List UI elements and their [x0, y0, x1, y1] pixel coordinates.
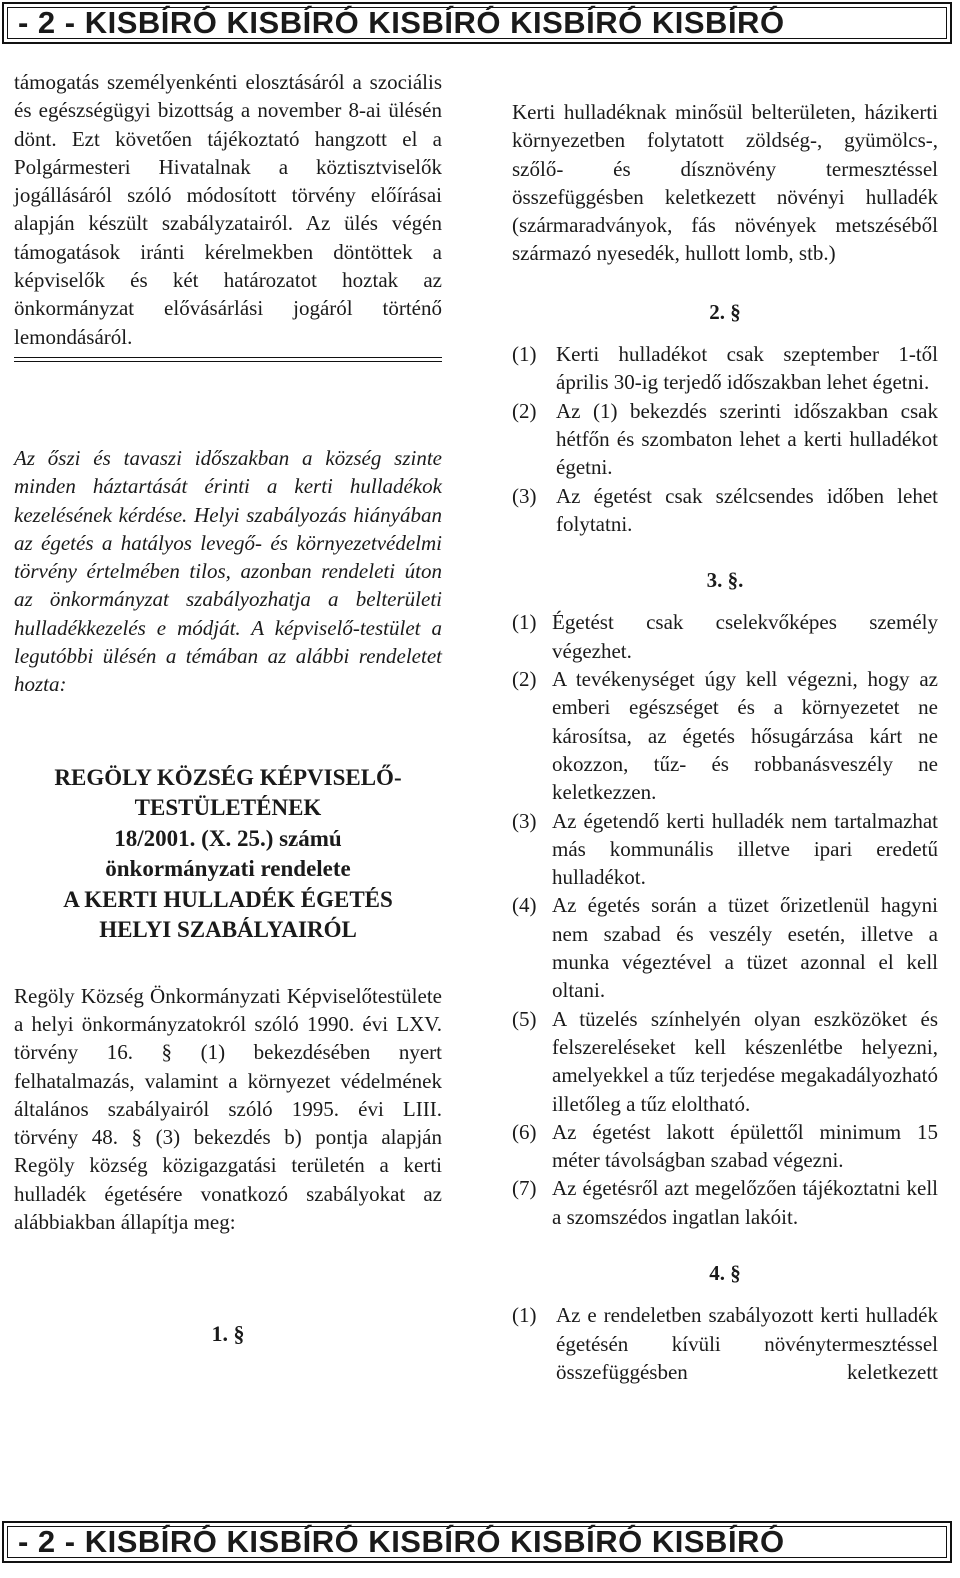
- item-number: (2): [512, 667, 537, 692]
- item-text: Az égetést lakott épülettől minimum 15 méter távolságban szabad végezni.: [552, 1119, 938, 1173]
- left-column: [14, 68, 442, 1349]
- decree-title-line: A KERTI HULLADÉK ÉGETÉS: [63, 886, 393, 912]
- list-item: [512, 1118, 938, 1175]
- section-3-heading: 3. §.: [706, 568, 744, 593]
- list-item: [512, 1005, 938, 1118]
- item-text: Az e rendeletben szabályozott kerti hulladék égetésén kívüli növénytermesztéssel összefüggésben keletkezett: [556, 1303, 938, 1384]
- list-item: [512, 807, 938, 892]
- double-rule-divider: [14, 357, 442, 362]
- decree-title-line: önkormányzati rendelete: [105, 856, 351, 882]
- item-number: (1): [512, 610, 537, 635]
- list-item: [512, 482, 938, 539]
- header-banner: - 2 - KISBÍRÓ KISBÍRÓ KISBÍRÓ KISBÍRÓ KISBÍRÓ: [2, 2, 952, 44]
- item-text: Az égetendő kerti hulladék nem tartalmazhat más kommunális illetve ipari eredetű hulladékot.: [552, 808, 938, 890]
- list-item: [512, 1174, 938, 1231]
- list-item: [512, 891, 938, 1004]
- section-2-list: [512, 340, 938, 538]
- item-text: Az égetést csak szélcsendes időben lehet folytatni.: [556, 483, 938, 536]
- list-item: [512, 340, 938, 397]
- section-4-heading: 4. §: [709, 1260, 741, 1285]
- definition-paragraph: Kerti hulladéknak minősül belterületen, házikerti környezetben folytatott zöldség-, gyümölcs-, szőlő- és dísznövény termesztéssel összefüggésben keletkezett növényi hulladék (szármaradványok, fás növények metszéséből származó nyesedék, hullott lomb, stb.): [512, 100, 938, 266]
- decree-title: [14, 763, 442, 946]
- decree-title-line: REGÖLY KÖZSÉG KÉPVISELŐ-: [54, 764, 402, 790]
- item-number: (6): [512, 1119, 537, 1144]
- item-text: Az égetés során a tüzet őrizetlenül hagyni nem szabad és veszély esetén, illetve a munka végeztével a tüzet azonnal el kell oltani.: [552, 893, 938, 1003]
- list-item: [512, 665, 938, 806]
- section-1-heading: 1. §: [211, 1321, 245, 1347]
- section-3-list: [512, 608, 938, 1231]
- list-item: [512, 397, 938, 482]
- decree-title-line: TESTÜLETÉNEK: [134, 795, 322, 821]
- item-number: (1): [512, 342, 537, 367]
- preamble-paragraph: Regöly Község Önkormányzati Képviselőtestülete a helyi önkormányzatokról szóló 1990. évi LXV. törvény 16. § (1) bekezdésében nyert felhatalmazás, valamint a környezet védelmének általános szabályairól szóló 1995. évi LIII. törvény 48. § (3) bekezdés b) pontja alapján Regöly község közigazgatási területén a kerti hulladék égetésére vonatkozó szabályokat az alábbiakban állapítja meg:: [14, 983, 442, 1235]
- list-item: [512, 608, 938, 665]
- section-2-heading: 2. §: [709, 299, 741, 324]
- item-number: (7): [512, 1176, 537, 1201]
- item-number: (1): [512, 1303, 537, 1328]
- item-text: Égetést csak cselekvőképes személy végezhet.: [552, 610, 938, 663]
- footer-banner: - 2 - KISBÍRÓ KISBÍRÓ KISBÍRÓ KISBÍRÓ KISBÍRÓ: [2, 1521, 952, 1563]
- item-number: (3): [512, 808, 537, 833]
- decree-title-line: HELYI SZABÁLYAIRÓL: [99, 917, 357, 943]
- section-4-list: [512, 1301, 938, 1386]
- intro-paragraph: támogatás személyenkénti elosztásáról a szociális és egészségügyi bizottság a november 8-ai ülésén dönt. Ezt követően tájékoztató hangzott el a Polgármesteri Hivatalnak a köztisztviselők jogállásáról szóló módosított törvény előírásai alapján készült szabályzatairól. Az ülés végén támogatások iránti kérelmekben döntöttek a képviselők és két határozatot hoztak az önkormányzat elővásárlási jogáról történő lemondásáról.: [14, 70, 442, 349]
- item-text: Az (1) bekezdés szerinti időszakban csak hétfőn és szombaton lehet a kerti hulladékot égetni.: [556, 398, 938, 480]
- item-text: Az égetésről azt megelőzően tájékoztatni kell a szomszédos ingatlan lakóit.: [552, 1176, 938, 1229]
- item-number: (3): [512, 483, 537, 508]
- decree-title-line: 18/2001. (X. 25.) számú: [114, 825, 342, 851]
- italic-lead-paragraph: Az őszi és tavaszi időszakban a község szinte minden háztartását érinti a kerti hulladékok kezelésének kérdése. Helyi szabályozás hiányában az égetés a hatályos levegő- és környezetvédelmi törvény értelmében tilos, azonban rendeleti úton az önkormányzat szabályozhatja a belterületi hulladékkezelés e módját. A képviselő-testület a legutóbbi ülésén a témában az alábbi rendeletet hozta:: [14, 445, 442, 697]
- item-number: (2): [512, 398, 537, 423]
- item-number: (4): [512, 893, 537, 918]
- item-text: A tevékenységet úgy kell végezni, hogy az emberi egészséget és a környezetet ne károsítsa, az égetés hősugárzása kárt ne okozzon, tűz- és robbanásveszély ne keletkezzen.: [552, 667, 938, 805]
- item-number: (5): [512, 1006, 537, 1031]
- item-text: Kerti hulladékot csak szeptember 1-től április 30-ig terjedő időszakban lehet égetni.: [556, 342, 938, 395]
- item-text: A tüzelés színhelyén olyan eszközöket és felszereléseket kell készenlétbe helyezni, amelyekkel a tűz terjedése megakadályozható illetőleg a tűz eloltható.: [552, 1006, 938, 1116]
- right-column: [512, 98, 938, 1386]
- list-item: [512, 1301, 938, 1386]
